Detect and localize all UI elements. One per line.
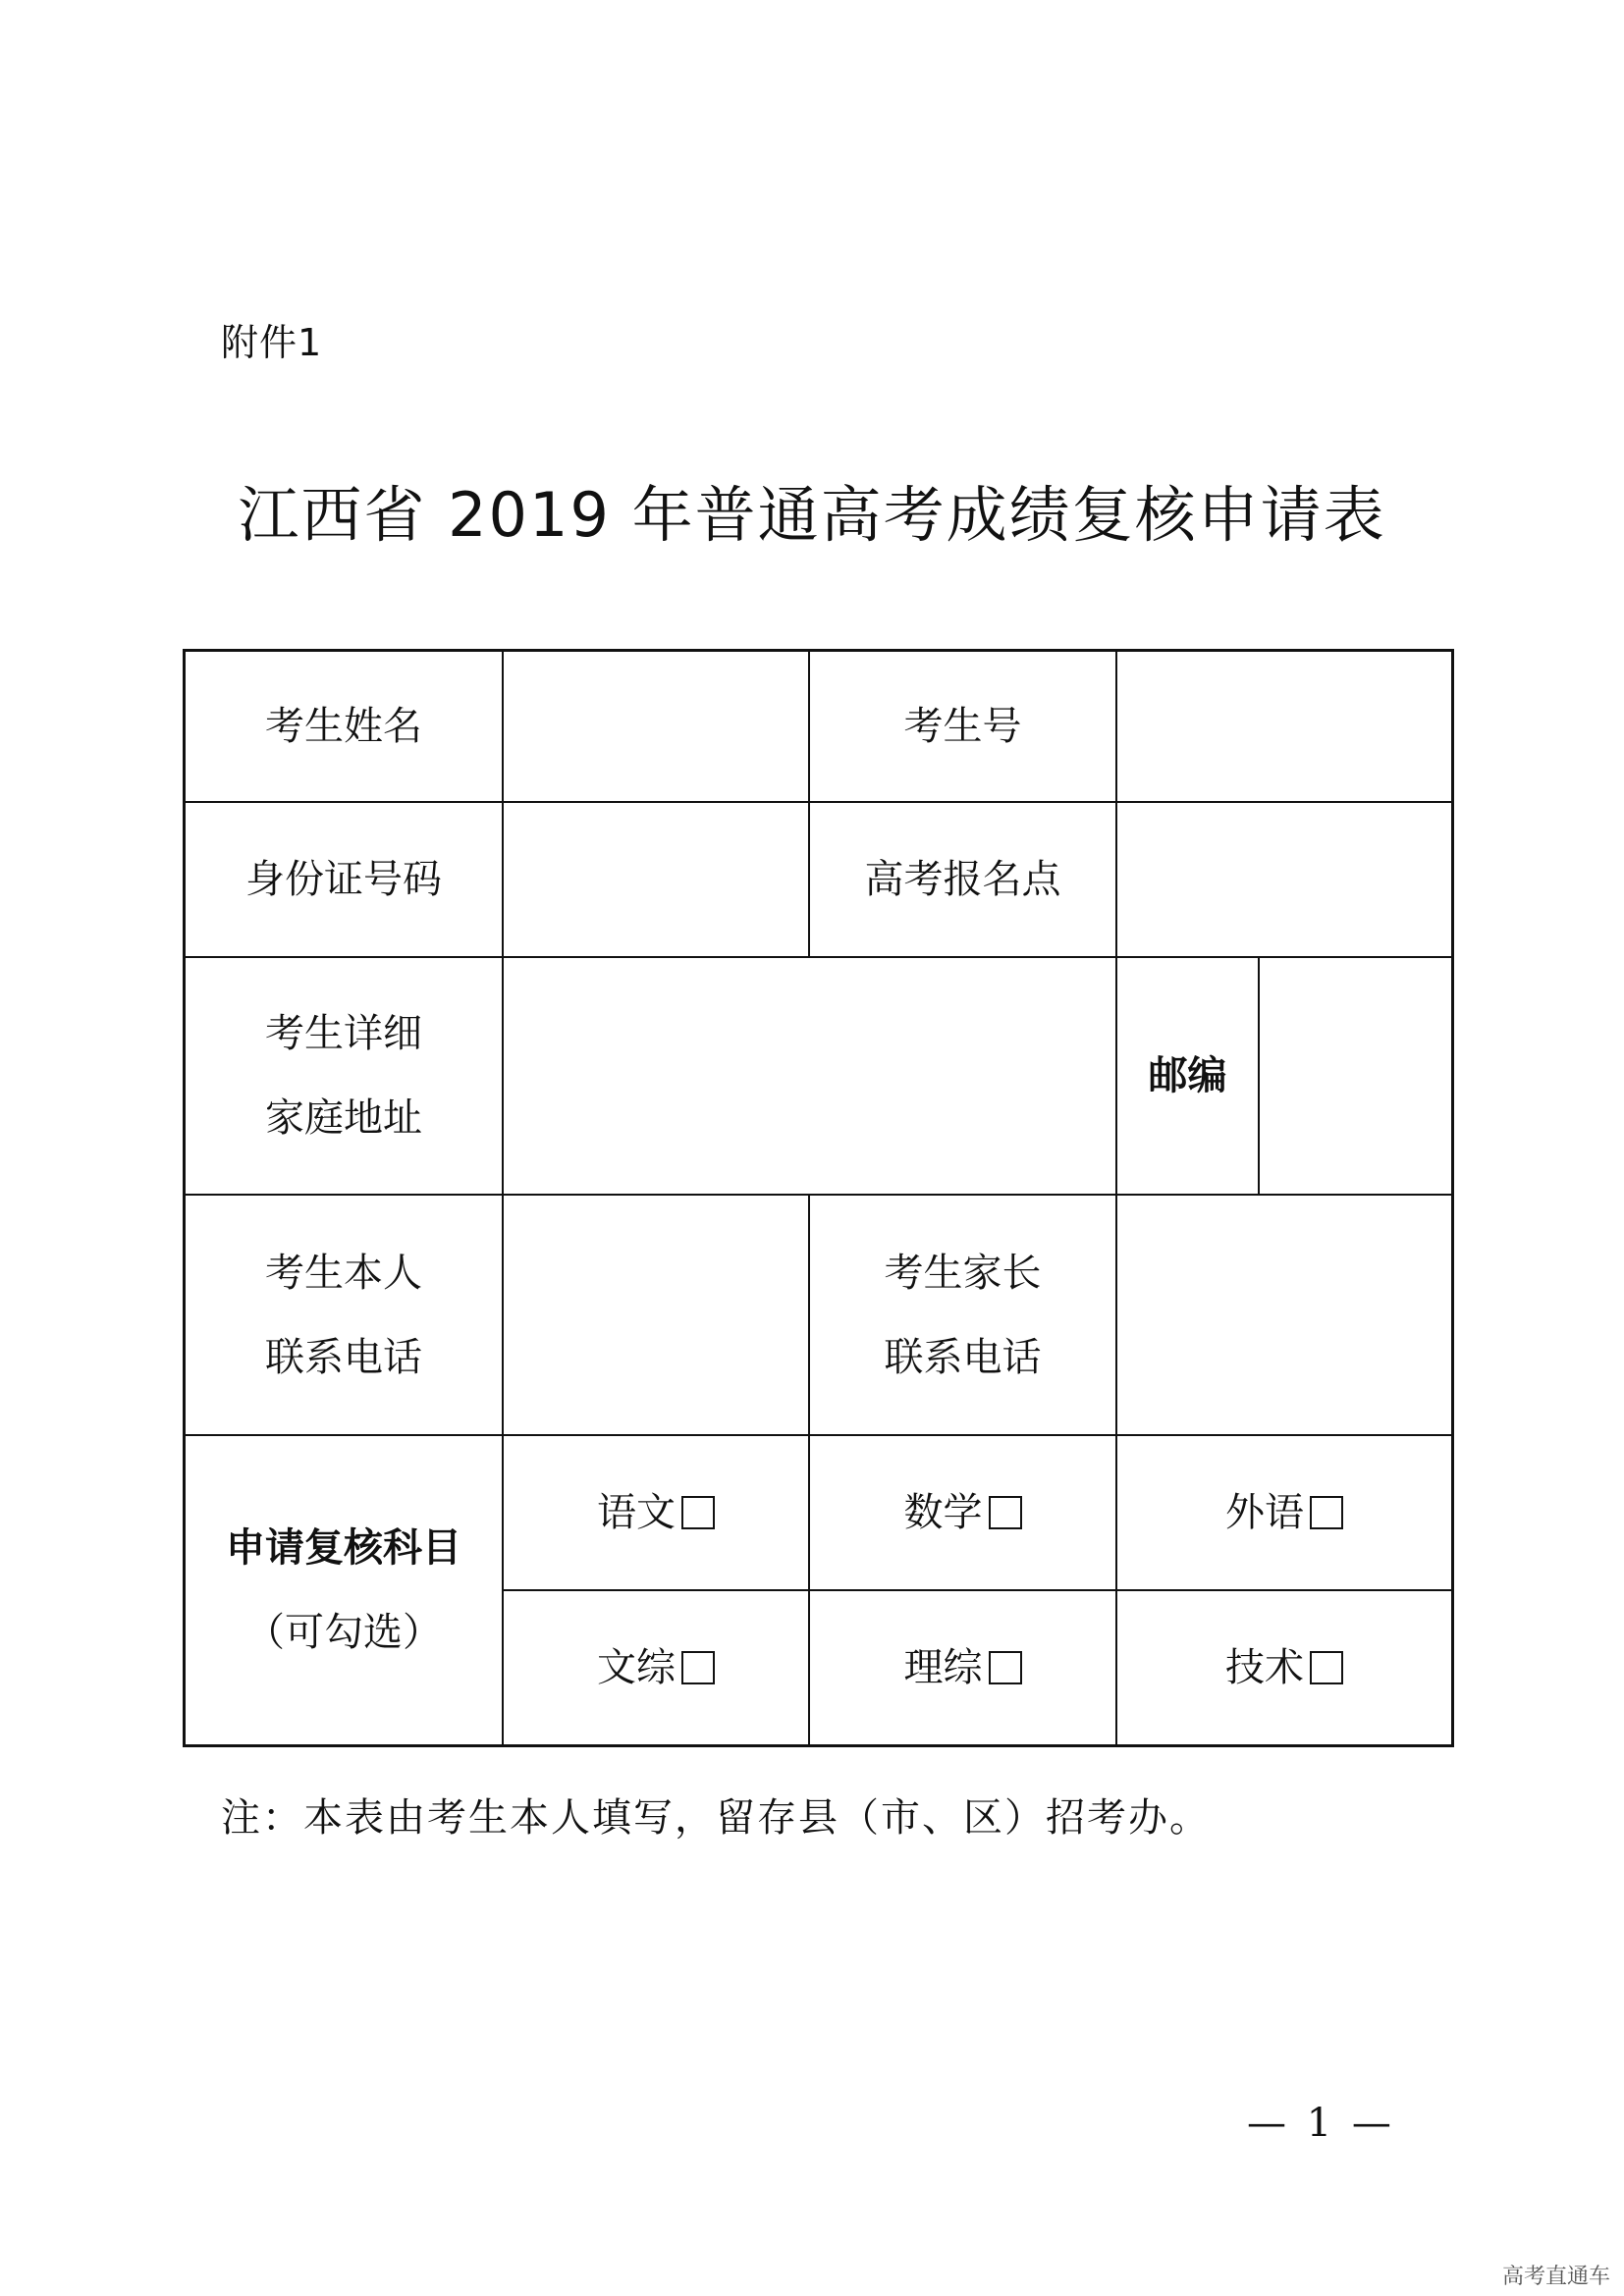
subject-technology[interactable] [1117, 1591, 1451, 1744]
id-label [186, 803, 502, 956]
watermark: 高考直通车 [1501, 2265, 1610, 2289]
own-phone-field[interactable] [504, 1196, 808, 1434]
subject-liberal-arts[interactable] [504, 1591, 808, 1744]
name-label [186, 652, 502, 801]
address-label-line-1: 考生详细 [265, 1011, 422, 1056]
name-label-text: 考生姓名 [265, 704, 422, 749]
id-label-text: 身份证号码 [245, 857, 442, 902]
exam-no-label [810, 652, 1115, 801]
parent-phone-field[interactable] [1117, 1196, 1451, 1434]
subject-chinese-label: 语文 [597, 1490, 676, 1535]
own-phone-label [186, 1196, 502, 1434]
checkbox-icon[interactable] [1310, 1496, 1343, 1529]
postcode-label-text: 邮编 [1148, 1052, 1227, 1098]
parent-phone-label-line-1: 考生家长 [884, 1250, 1042, 1296]
exam-no-label-text: 考生号 [903, 704, 1022, 749]
address-label [186, 958, 502, 1194]
parent-phone-label-line-2: 联系电话 [884, 1334, 1042, 1380]
site-label [810, 803, 1115, 956]
site-field[interactable] [1117, 803, 1451, 956]
border-bottom [183, 1744, 1454, 1747]
checkbox-icon[interactable] [681, 1496, 715, 1529]
subject-math-label: 数学 [903, 1490, 983, 1535]
subject-technology-label: 技术 [1225, 1645, 1304, 1690]
postcode-field[interactable] [1260, 958, 1451, 1194]
border-right [1451, 649, 1454, 1747]
subject-foreign-language-label: 外语 [1225, 1490, 1304, 1535]
subject-liberal-arts-label: 文综 [597, 1645, 676, 1690]
footnote: 注：本表由考生本人填写，留存县（市、区）招考办。 [221, 1795, 1211, 1841]
checkbox-icon[interactable] [1310, 1651, 1343, 1684]
name-field[interactable] [504, 652, 808, 801]
subjects-label-text: 申请复核科目 [226, 1524, 461, 1571]
site-label-text: 高考报名点 [864, 857, 1061, 902]
own-phone-label-line-2: 联系电话 [265, 1334, 422, 1380]
subject-sciences[interactable] [810, 1591, 1115, 1744]
exam-no-field[interactable] [1117, 652, 1451, 801]
address-label-line-2: 家庭地址 [265, 1095, 422, 1141]
page-title: 江西省 2019 年普通高考成绩复核申请表 [238, 479, 1386, 551]
attachment-label: 附件1 [221, 321, 323, 364]
address-field[interactable] [504, 958, 1115, 1194]
checkbox-icon[interactable] [989, 1651, 1022, 1684]
page-number: — 1 — [1247, 2101, 1395, 2146]
subject-sciences-label: 理综 [903, 1645, 983, 1690]
application-form [183, 649, 1454, 1747]
postcode-label [1117, 958, 1258, 1194]
subjects-label [186, 1436, 502, 1744]
checkbox-icon[interactable] [681, 1651, 715, 1684]
subject-chinese[interactable] [504, 1436, 808, 1589]
id-field[interactable] [504, 803, 808, 956]
parent-phone-label [810, 1196, 1115, 1434]
subjects-hint: （可勾选） [245, 1610, 442, 1655]
own-phone-label-line-1: 考生本人 [265, 1250, 422, 1296]
subject-foreign-language[interactable] [1117, 1436, 1451, 1589]
subject-math[interactable] [810, 1436, 1115, 1589]
checkbox-icon[interactable] [989, 1496, 1022, 1529]
